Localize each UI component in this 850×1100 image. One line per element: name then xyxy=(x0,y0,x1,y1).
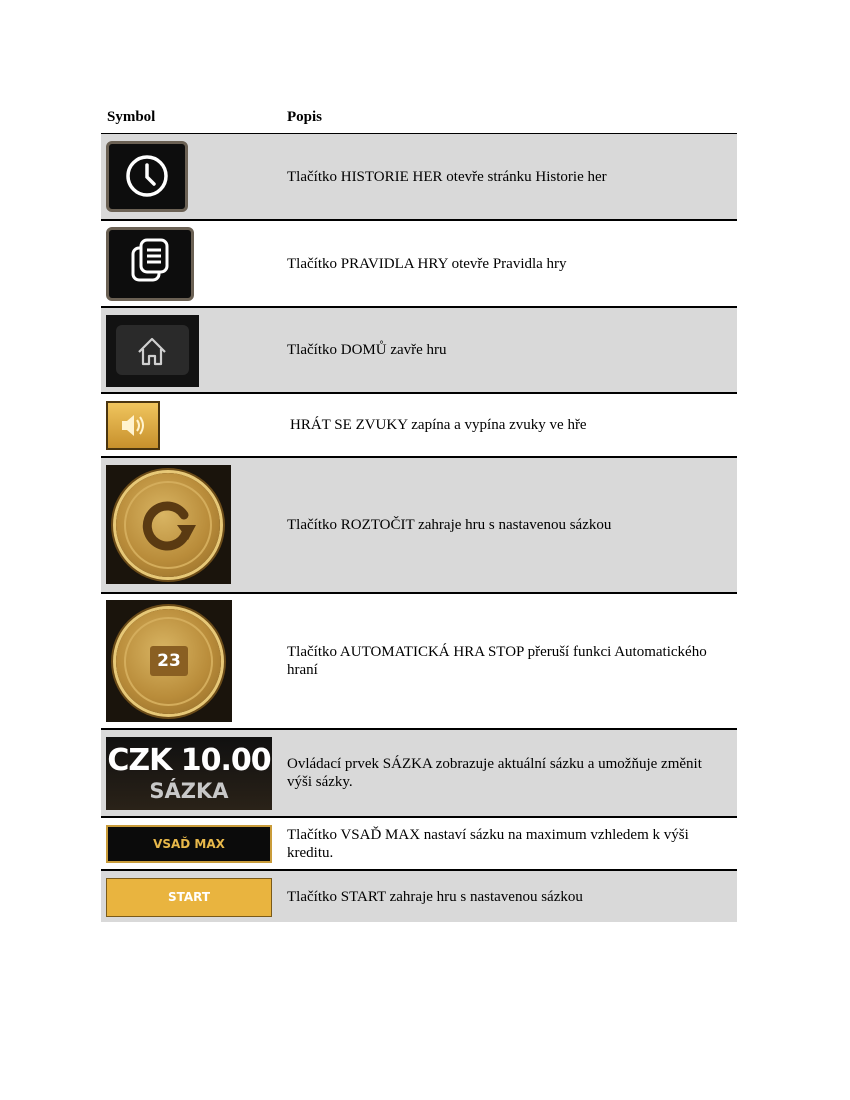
spin-arrow-icon xyxy=(106,465,231,584)
table-row xyxy=(101,458,737,594)
bet-label: SÁZKA xyxy=(149,779,229,803)
sound-button[interactable] xyxy=(106,401,160,450)
header-description: Popis xyxy=(287,109,323,125)
symbol-table xyxy=(101,104,737,922)
table-row xyxy=(101,871,737,922)
row-description: Tlačítko VSAĎ MAX nastaví sázku na maximum vzhledem k výši kreditu. xyxy=(287,826,689,861)
table-row xyxy=(101,730,737,818)
max-bet-button[interactable]: VSAĎ MAX xyxy=(106,825,272,863)
table-row xyxy=(101,818,737,871)
home-icon xyxy=(106,315,199,387)
rules-button[interactable] xyxy=(106,227,194,301)
bet-amount: CZK 10.00 xyxy=(107,743,271,778)
speaker-icon xyxy=(108,403,158,448)
start-button[interactable]: START xyxy=(106,878,272,917)
spin-button[interactable] xyxy=(106,465,231,584)
row-description: Tlačítko ROZTOČIT zahraje hru s nastavenou sázkou xyxy=(287,517,612,533)
row-description: Tlačítko HISTORIE HER otevře stránku Historie her xyxy=(287,168,607,185)
history-button[interactable] xyxy=(106,141,188,212)
header-symbol: Symbol xyxy=(107,109,156,125)
clock-icon xyxy=(109,144,185,209)
row-description: Tlačítko DOMŮ zavře hru xyxy=(287,342,447,358)
table-row xyxy=(101,394,737,458)
row-description: Ovládací prvek SÁZKA zobrazuje aktuální sázku a umožňuje změnit výši sázky. xyxy=(287,756,702,790)
bet-control[interactable] xyxy=(106,737,272,810)
autoplay-stop-button[interactable] xyxy=(106,600,232,722)
row-description: Tlačítko PRAVIDLA HRY otevře Pravidla hry xyxy=(287,255,567,272)
table-header xyxy=(101,104,737,134)
autoplay-counter-icon: 23 xyxy=(150,646,188,676)
home-button[interactable] xyxy=(106,315,199,387)
row-description: Tlačítko START zahraje hru s nastavenou sázkou xyxy=(287,888,583,905)
table-row xyxy=(101,221,737,308)
table-row xyxy=(101,308,737,394)
table-row xyxy=(101,134,737,221)
row-description: HRÁT SE ZVUKY zapína a vypína zvuky ve hře xyxy=(290,417,587,433)
row-description: Tlačítko AUTOMATICKÁ HRA STOP přeruší funkci Automatického hraní xyxy=(287,644,707,678)
rules-document-icon xyxy=(109,230,191,298)
table-row xyxy=(101,594,737,730)
